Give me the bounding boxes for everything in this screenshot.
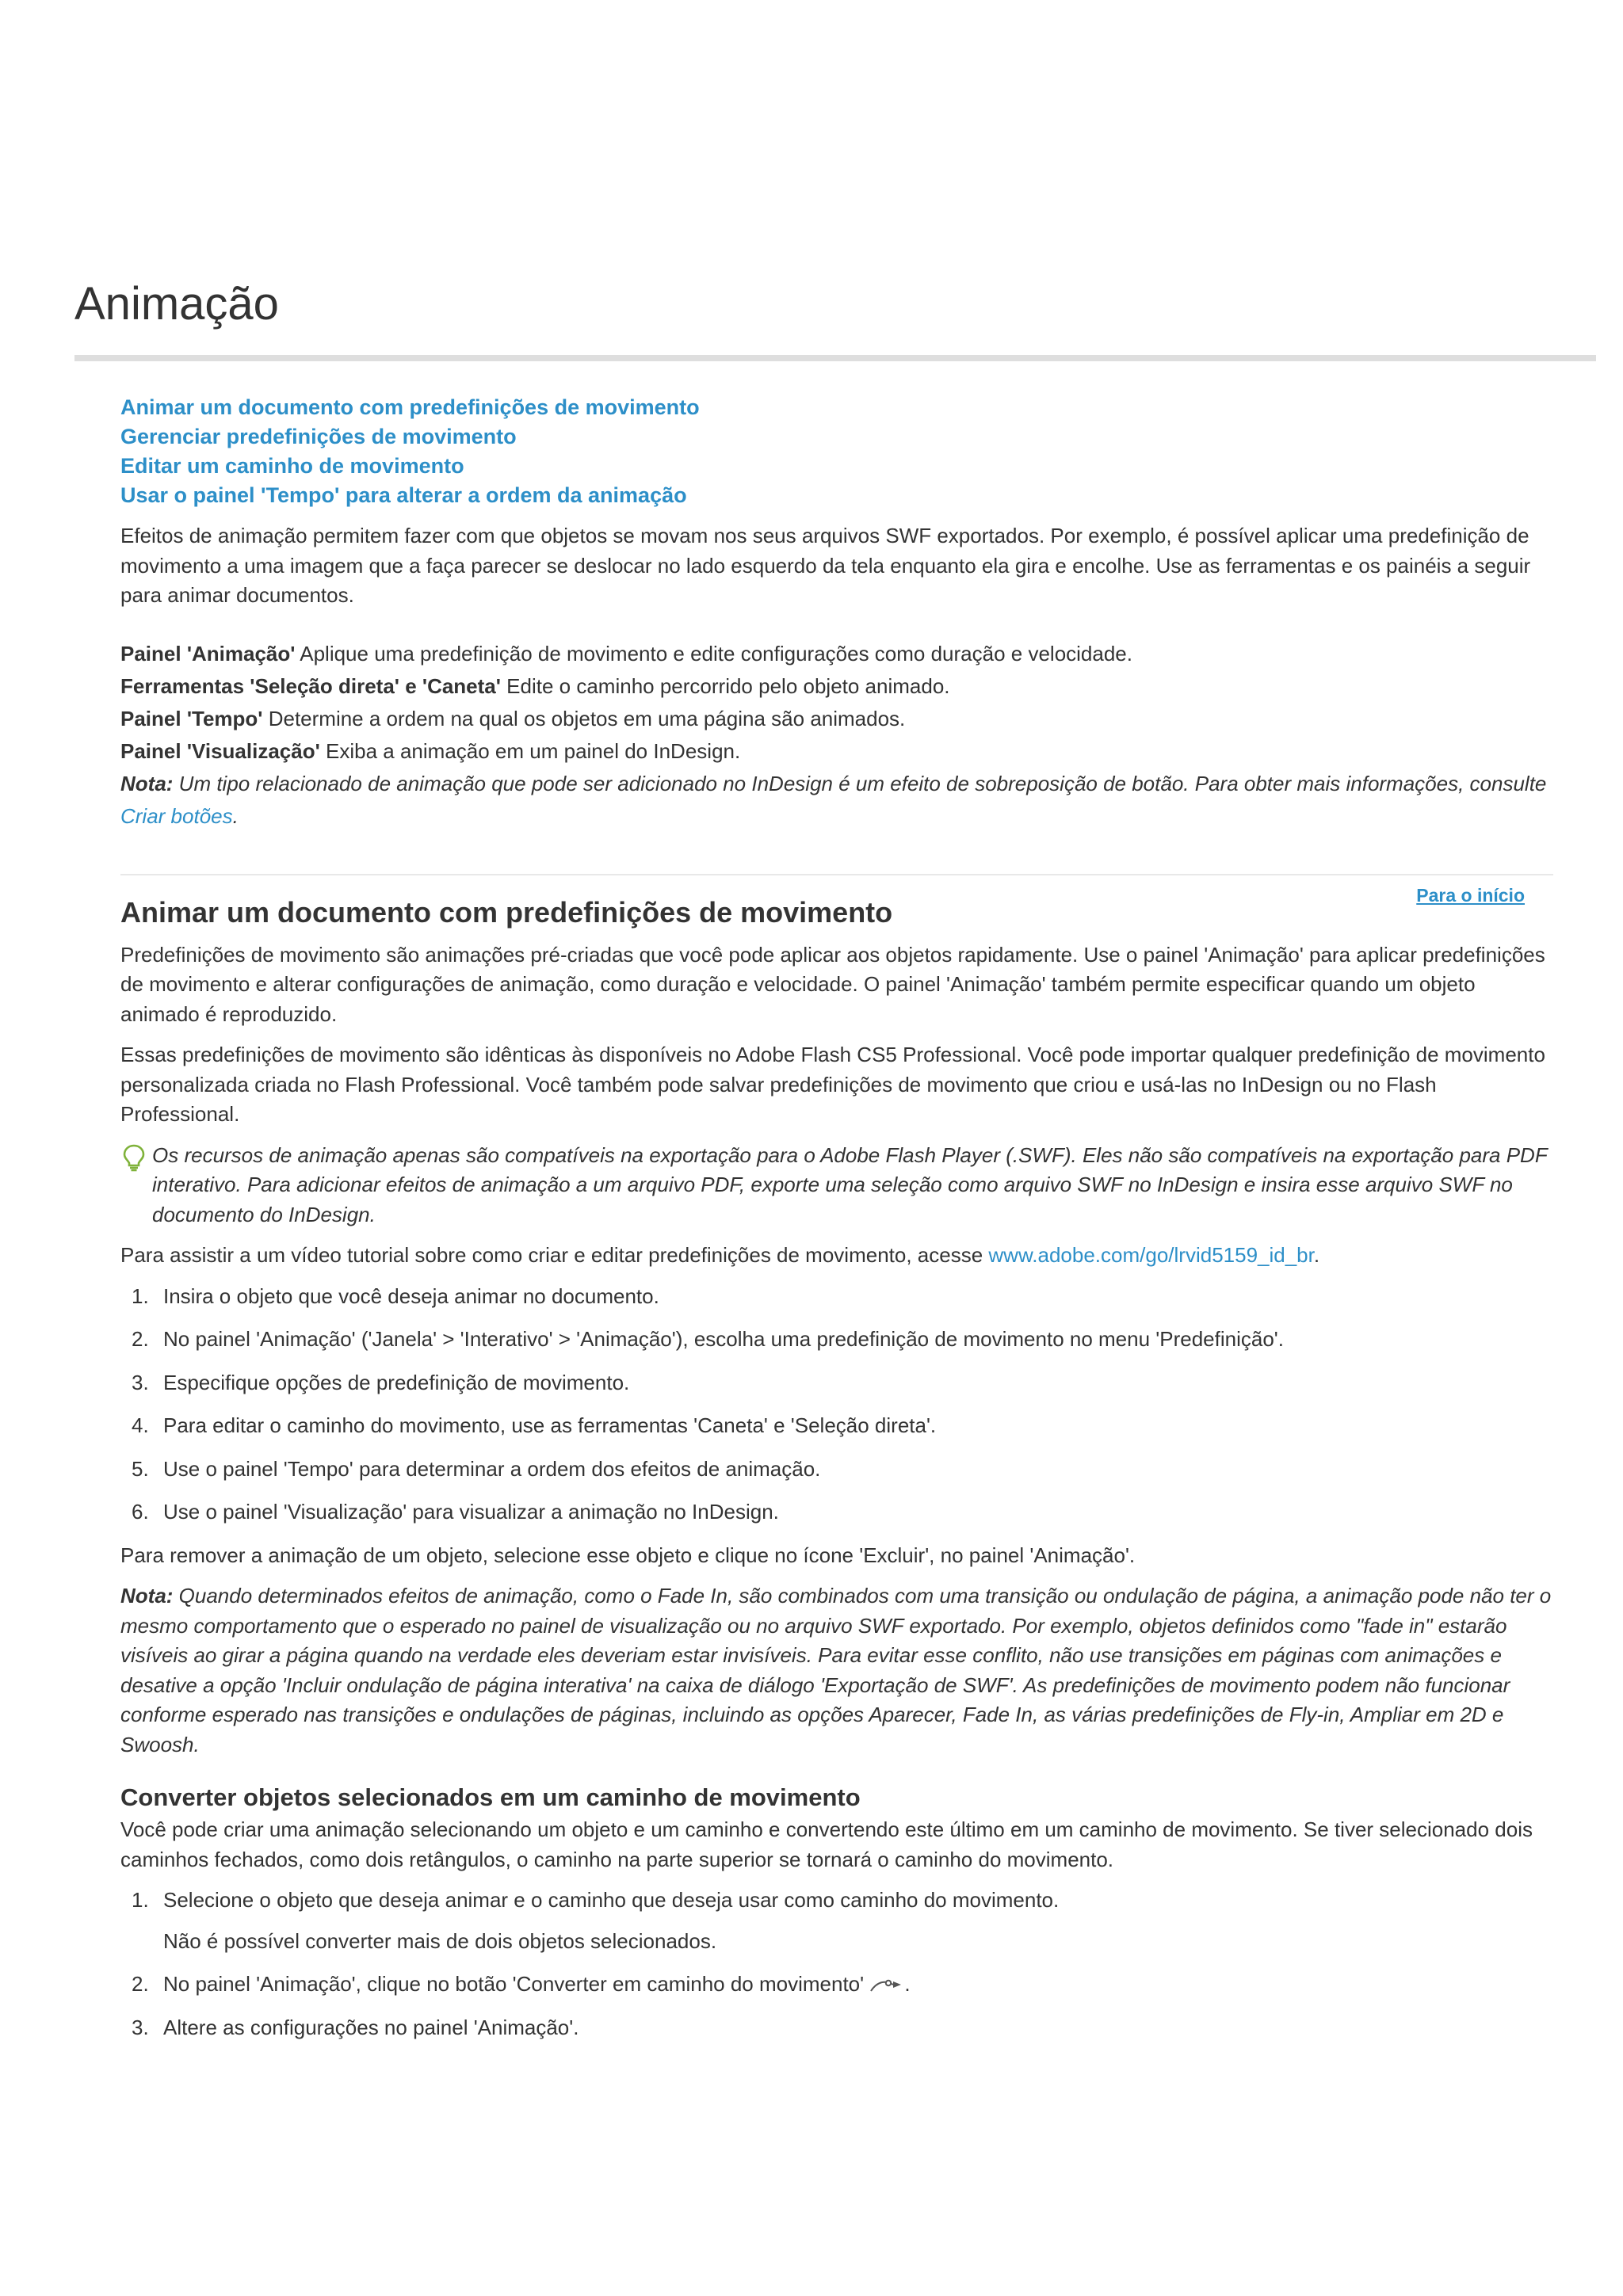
step-text: Especifique opções de predefinição de movimento. xyxy=(163,1370,630,1394)
section-paragraph: Predefinições de movimento são animações pré-criadas que você pode aplicar aos objetos rapidamente. Use o painel 'Animação' para aplicar predefinições de movimento e alterar configurações de animação, como duração e velocidade. O painel 'Animação' também permite especificar quando um objeto animado é reproduzido. xyxy=(120,942,1545,1026)
back-to-top-link[interactable]: Para o início xyxy=(1416,884,1525,906)
convert-motion-path-icon xyxy=(869,1977,904,1994)
list-item xyxy=(120,1325,1553,1355)
list-item xyxy=(120,1282,1553,1312)
list-item xyxy=(120,1970,1553,2000)
definition-item xyxy=(120,670,1553,703)
note-buttons xyxy=(120,768,1553,833)
intro-paragraph: Efeitos de animação permitem fazer com que objetos se movam nos seus arquivos SWF exportados. Por exemplo, é possível aplicar uma predefinição de movimento a uma imagem que a faça parecer se deslocar no lado esquerdo da tela enquanto ela gira e encolhe. Use as ferramentas e os painéis a seguir para animar documentos. xyxy=(120,524,1531,607)
convert-steps-list xyxy=(120,1886,1553,1916)
step-number: 1. xyxy=(132,1888,149,1912)
definition-term: Ferramentas 'Seleção direta' e 'Caneta' xyxy=(120,673,501,698)
definition-term: Painel 'Tempo' xyxy=(120,706,263,730)
step-text: No painel 'Animação' ('Janela' > 'Interativo' > 'Animação'), escolha uma predefinição de movimento no menu 'Predefinição'. xyxy=(163,1327,1284,1351)
toc-link-gerenciar-predefinicoes[interactable]: Gerenciar predefinições de movimento xyxy=(120,425,517,448)
step-number: 1. xyxy=(132,1283,149,1308)
definition-item xyxy=(120,638,1553,670)
note-transitions xyxy=(120,1581,1553,1760)
definition-desc: Exiba a animação em um painel do InDesign. xyxy=(319,738,741,763)
note-label: Nota: xyxy=(120,1584,174,1608)
definition-list xyxy=(120,638,1553,833)
definition-desc: Edite o caminho percorrido pelo objeto animado. xyxy=(500,673,950,698)
list-item xyxy=(120,1368,1553,1398)
video-end: . xyxy=(1313,1243,1320,1267)
video-tutorial-link[interactable]: www.adobe.com/go/lrvid5159_id_br xyxy=(988,1243,1314,1267)
subsection-heading: Converter objetos selecionados em um caminho de movimento xyxy=(120,1783,861,1811)
list-item xyxy=(120,1411,1553,1441)
note-label: Nota: xyxy=(120,771,174,795)
list-item xyxy=(120,1455,1553,1485)
article-content xyxy=(120,393,1553,2056)
step-number: 2. xyxy=(132,1972,149,1996)
step-end: . xyxy=(904,1972,911,1996)
subsection-paragraph: Você pode criar uma animação selecionando um objeto e um caminho e convertendo este último em um caminho de movimento. Se tiver selecionado dois caminhos fechados, como dois retângulos, o caminho na parte superior se tornará o caminho do movimento. xyxy=(120,1817,1533,1871)
page-title: Animação xyxy=(74,278,279,330)
step-number: 4. xyxy=(132,1413,149,1437)
video-paragraph xyxy=(120,1241,1553,1271)
toc-item xyxy=(120,452,1553,481)
lightbulb-icon xyxy=(120,1143,147,1172)
list-item xyxy=(120,1886,1553,1916)
section-animar-documento xyxy=(120,874,1553,2043)
remove-paragraph: Para remover a animação de um objeto, selecione esse objeto e clique no ícone 'Excluir', no painel 'Animação'. xyxy=(120,1543,1136,1567)
title-divider xyxy=(74,355,1596,361)
step-sub-note: Não é possível converter mais de dois objetos selecionados. xyxy=(163,1928,717,1953)
step-number: 2. xyxy=(132,1327,149,1351)
step-text: Para editar o caminho do movimento, use as ferramentas 'Caneta' e 'Seleção direta'. xyxy=(163,1413,937,1437)
definition-item xyxy=(120,703,1553,735)
tip-text: Os recursos de animação apenas são compatíveis na exportação para o Adobe Flash Player (.SWF). Eles não são compatíveis na exportação para PDF interativo. Para adicionar efeitos de animação a um arquivo PDF, exporte uma seleção como arquivo SWF no InDesign e insira esse arquivo SWF no documento do InDesign. xyxy=(152,1142,1548,1226)
definition-item xyxy=(120,735,1553,768)
step-number: 6. xyxy=(132,1500,149,1524)
toc-item xyxy=(120,422,1553,452)
definition-term: Painel 'Visualização' xyxy=(120,738,320,763)
toc-link-painel-tempo[interactable]: Usar o painel 'Tempo' para alterar a ordem da animação xyxy=(120,483,687,507)
definition-desc: Determine a ordem na qual os objetos em uma página são animados. xyxy=(262,706,906,730)
criar-botoes-link[interactable]: Criar botões xyxy=(120,803,233,828)
list-item xyxy=(120,1497,1553,1527)
step-number: 3. xyxy=(132,2015,149,2039)
tip-box xyxy=(120,1141,1553,1230)
toc-link-animar-documento[interactable]: Animar um documento com predefinições de movimento xyxy=(120,395,700,419)
note-text: Quando determinados efeitos de animação, como o Fade In, são combinados com uma transição ou ondulação de página, a animação pode não ter o mesmo comportamento que o esperado no painel de visualização ou no arquivo SWF exportado. Por exemplo, objetos definidos como "fade in" estarão visíveis ao girar a página quando na verdade eles deveriam estar invisíveis. Para evitar esse conflito, não use transições em páginas com animações e desative a opção 'Incluir ondulação de página interativa' na caixa de diálogo 'Exportação de SWF'. As predefinições de movimento podem não funcionar conforme esperado nas transições e ondulações de páginas, incluindo as opções Aparecer, Fade In, as várias predefinições de Fly-in, Ampliar em 2D e Swoosh. xyxy=(120,1584,1552,1756)
toc-link-editar-caminho[interactable]: Editar um caminho de movimento xyxy=(120,454,464,478)
step-number: 5. xyxy=(132,1456,149,1481)
table-of-contents xyxy=(120,393,1553,510)
definition-desc: Aplique uma predefinição de movimento e edite configurações como duração e velocidade. xyxy=(295,641,1132,666)
toc-item xyxy=(120,393,1553,422)
list-item xyxy=(120,2013,1553,2043)
step-text: No painel 'Animação', clique no botão 'Converter em caminho do movimento' xyxy=(163,1972,870,1996)
section-paragraph: Essas predefinições de movimento são idênticas às disponíveis no Adobe Flash CS5 Professional. Você pode importar qualquer predefinição de movimento personalizada criada no Flash Professional. Você também pode salvar predefinições de movimento que criou e usá-las no InDesign ou no Flash Professional. xyxy=(120,1043,1545,1126)
step-text: Use o painel 'Visualização' para visualizar a animação no InDesign. xyxy=(163,1500,779,1524)
step-text: Insira o objeto que você deseja animar no documento. xyxy=(163,1283,659,1308)
steps-list xyxy=(120,1282,1553,1527)
step-text: Use o painel 'Tempo' para determinar a ordem dos efeitos de animação. xyxy=(163,1456,821,1481)
convert-steps-list-cont xyxy=(120,1970,1553,2042)
section-heading: Animar um documento com predefinições de movimento xyxy=(120,895,893,929)
toc-item xyxy=(120,481,1553,510)
note-text: Um tipo relacionado de animação que pode ser adicionado no InDesign é um efeito de sobreposição de botão. Para obter mais informações, consulte xyxy=(173,771,1547,795)
step-text: Altere as configurações no painel 'Animação'. xyxy=(163,2015,579,2039)
definition-term: Painel 'Animação' xyxy=(120,641,296,666)
video-text: Para assistir a um vídeo tutorial sobre como criar e editar predefinições de movimento, acesse xyxy=(120,1243,989,1267)
note-end: . xyxy=(232,803,239,828)
step-text: Selecione o objeto que deseja animar e o caminho que deseja usar como caminho do movimento. xyxy=(163,1888,1060,1912)
step-number: 3. xyxy=(132,1370,149,1394)
